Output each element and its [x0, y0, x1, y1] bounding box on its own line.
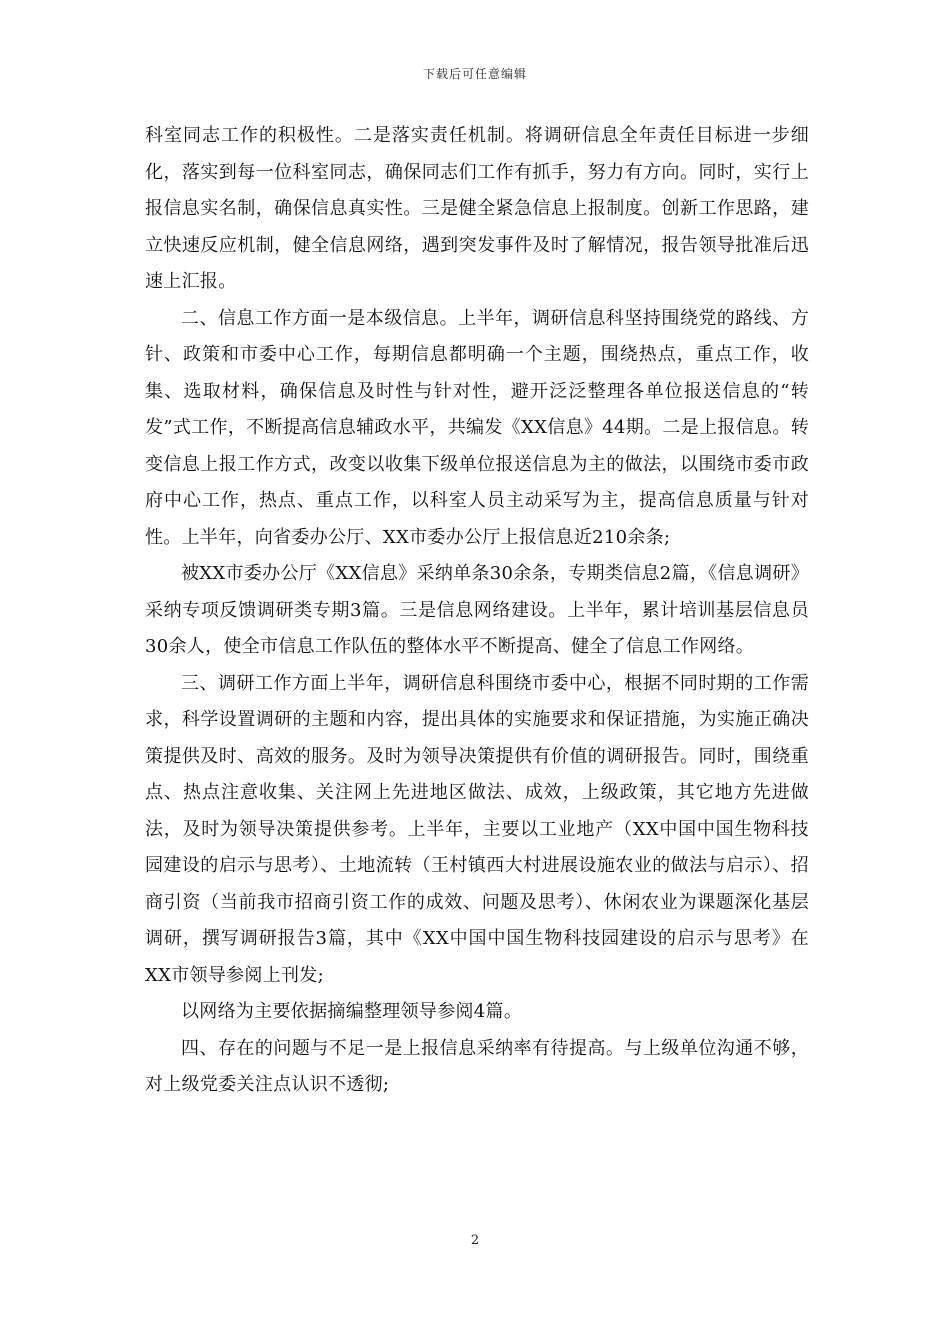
paragraph-information-work: 二、信息工作方面一是本级信息。上半年，调研信息科坚持围绕党的路线、方针、政策和市委中心工作，每期信息都明确一个主题，围绕热点，重点工作，收集、选取材料，确保信息及时性与针对性，避开泛泛整理各单位报送信息的“转发”式工作，不断提高信息辅政水平，共编发《XX信息》44期。二是上报信息。转变信息上报工作方式，改变以收集下级单位报送信息为主的做法，以围绕市委市政府中心工作，热点、重点工作，以科室人员主动采写为主，提高信息质量与针对性。上半年，向省委办公厅、XX市委办公厅上报信息近210余条;	[145, 307, 809, 548]
paragraph-leader-reference: 以网络为主要依据摘编整理领导参阅4篇。	[181, 1001, 523, 1022]
page-header: 下载后可任意编辑	[422, 67, 527, 81]
document-body	[145, 118, 809, 1104]
paragraph-continuation: 科室同志工作的积极性。二是落实责任机制。将调研信息全年责任目标进一步细化，落实到每一位科室同志，确保同志们工作有抓手，努力有方向。同时，实行上报信息实名制，确保信息真实性。三是健全紧急信息上报制度。创新工作思路，建立快速反应机制，健全信息网络，遇到突发事件及时了解情况，报告领导批准后迅速上汇报。	[145, 125, 809, 292]
paragraph-research-work: 三、调研工作方面上半年，调研信息科围绕市委中心，根据不同时期的工作需求，科学设置调研的主题和内容，提出具体的实施要求和保证措施，为实施正确决策提供及时、高效的服务。及时为领导决策提供有价值的调研报告。同时，围绕重点、热点注意收集、关注网上先进地区做法、成效，上级政策，其它地方先进做法，及时为领导决策提供参考。上半年，主要以工业地产（XX中国中国生物科技园建设的启示与思考）、土地流转（王村镇西大村进展设施农业的做法与启示）、招商引资（当前我市招商引资工作的成效、问题及思考）、休闲农业为课题深化基层调研，撰写调研报告3篇，其中《XX中国中国生物科技园建设的启示与思考》在XX市领导参阅上刊发;	[145, 672, 809, 986]
paragraph-adopted-information: 被XX市委办公厅《XX信息》采纳单条30余条，专期类信息2篇，《信息调研》采纳专项反馈调研类专期3篇。三是信息网络建设。上半年，累计培训基层信息员30余人，使全市信息工作队伍的整体水平不断提高、健全了信息工作网络。	[145, 563, 809, 657]
paragraph-problems: 四、存在的问题与不足一是上报信息采纳率有待提高。与上级单位沟通不够，对上级党委关注点认识不透彻;	[145, 1037, 809, 1095]
page-number: 2	[470, 1233, 480, 1248]
